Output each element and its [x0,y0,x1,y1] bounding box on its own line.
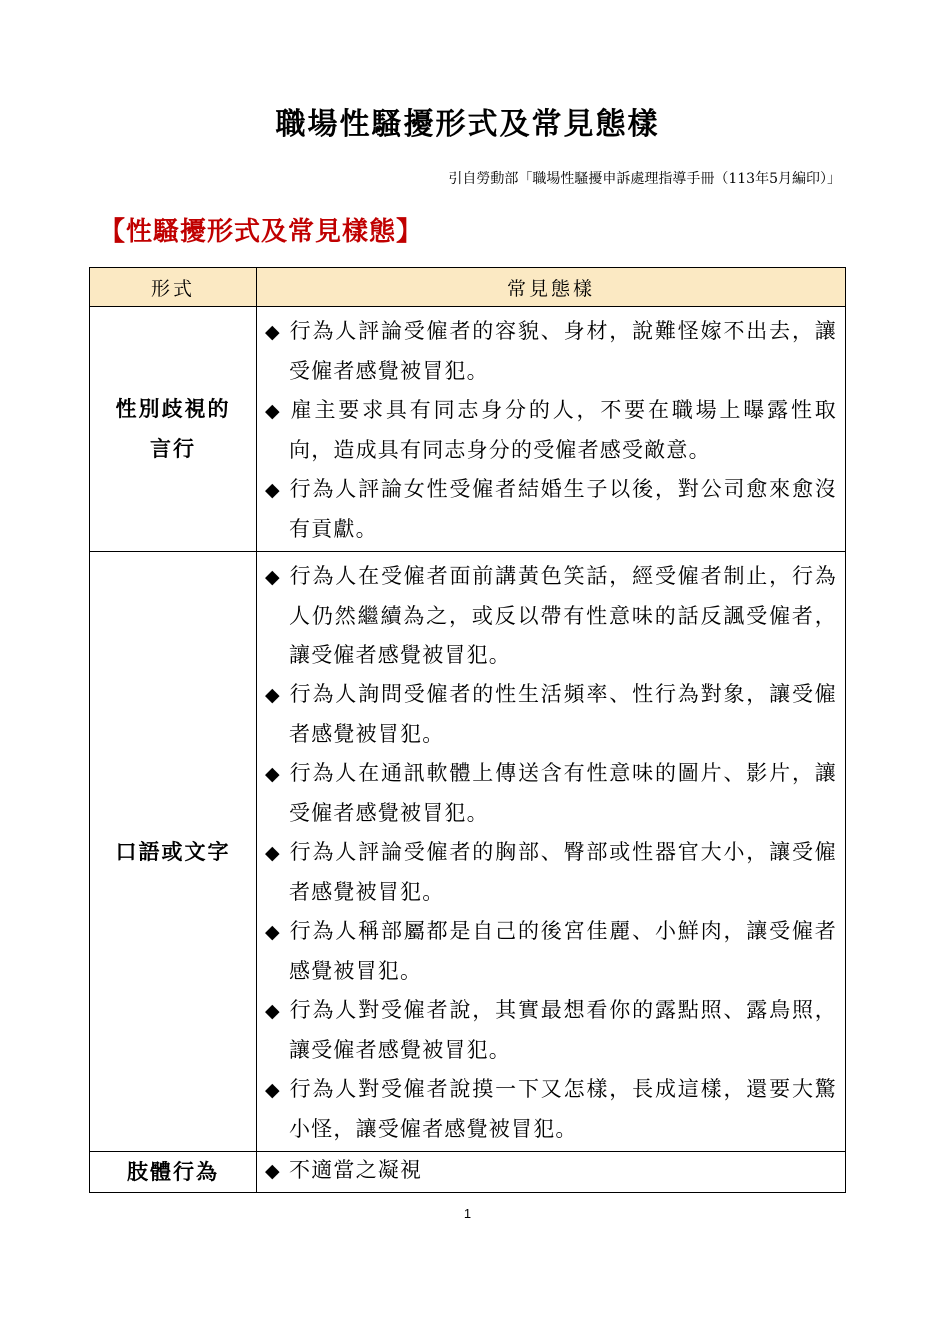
example-text: 行為人評論受僱者的容貌、身材，說難怪嫁不出去，讓受僱者感覺被冒犯。 [289,319,837,383]
table-row [90,307,846,552]
list-item [265,1152,837,1189]
table-row [90,1152,846,1193]
example-text: 行為人在通訊軟體上傳送含有性意味的圖片、影片，讓受僱者感覺被冒犯。 [289,761,837,825]
diamond-bullet-icon: ◆ [265,684,281,706]
example-text: 行為人評論女性受僱者結婚生子以後，對公司愈來愈沒有貢獻。 [289,477,837,541]
diamond-bullet-icon: ◆ [265,1079,281,1101]
form-label: 肢體行為 [127,1159,219,1184]
diamond-bullet-icon: ◆ [265,842,281,864]
table-row [90,552,846,1152]
harassment-forms-table [89,267,846,1193]
section-title: 【性騷擾形式及常見樣態】 [99,217,424,247]
header-examples: 常見態樣 [257,268,846,307]
diamond-bullet-icon: ◆ [265,1000,281,1022]
list-item [265,557,837,675]
diamond-bullet-icon: ◆ [265,321,281,343]
source-citation: 引自勞動部「職場性騷擾申訴處理指導手冊（113年5月編印）」 [448,171,841,187]
form-label: 口語或文字 [115,838,231,864]
diamond-bullet-icon: ◆ [265,400,281,422]
header-form: 形式 [90,268,257,307]
example-text: 行為人在受僱者面前講黃色笑話，經受僱者制止，行為人仍然繼續為之，或反以帶有性意味的話反諷受僱者，讓受僱者感覺被冒犯。 [289,564,837,667]
list-item [265,1070,837,1149]
examples-cell [257,1152,846,1193]
list-item [265,312,837,391]
list-item [265,754,837,833]
example-text: 行為人評論受僱者的胸部、臀部或性器官大小，讓受僱者感覺被冒犯。 [289,840,837,904]
list-item [265,470,837,549]
example-text: 行為人稱部屬都是自己的後宮佳麗、小鮮肉，讓受僱者感覺被冒犯。 [289,919,837,983]
list-item [265,833,837,912]
list-item [265,912,837,991]
example-text: 行為人對受僱者說，其實最想看你的露點照、露鳥照，讓受僱者感覺被冒犯。 [289,998,837,1062]
list-item [265,675,837,754]
list-item [265,391,837,470]
diamond-bullet-icon: ◆ [265,921,281,943]
example-text: 行為人詢問受僱者的性生活頻率、性行為對象，讓受僱者感覺被冒犯。 [289,682,837,746]
diamond-bullet-icon: ◆ [265,763,281,785]
example-text: 行為人對受僱者說摸一下又怎樣，長成這樣，還要大驚小怪，讓受僱者感覺被冒犯。 [289,1077,837,1141]
form-cell [90,307,257,552]
examples-cell [257,307,846,552]
example-text: 雇主要求具有同志身分的人，不要在職場上曝露性取向，造成具有同志身分的受僱者感受敵意。 [289,398,837,462]
diamond-bullet-icon: ◆ [265,566,281,588]
table-header-row [90,268,846,307]
diamond-bullet-icon: ◆ [265,479,281,501]
list-item [265,991,837,1070]
form-cell [90,1152,257,1193]
page-title: 職場性騷擾形式及常見態樣 [275,107,660,142]
form-label: 性別歧視的言行 [115,396,231,461]
diamond-bullet-icon: ◆ [265,1160,281,1182]
form-cell [90,552,257,1152]
page-number: 1 [463,1206,472,1221]
example-text: 不適當之凝視 [289,1158,423,1182]
examples-cell [257,552,846,1152]
